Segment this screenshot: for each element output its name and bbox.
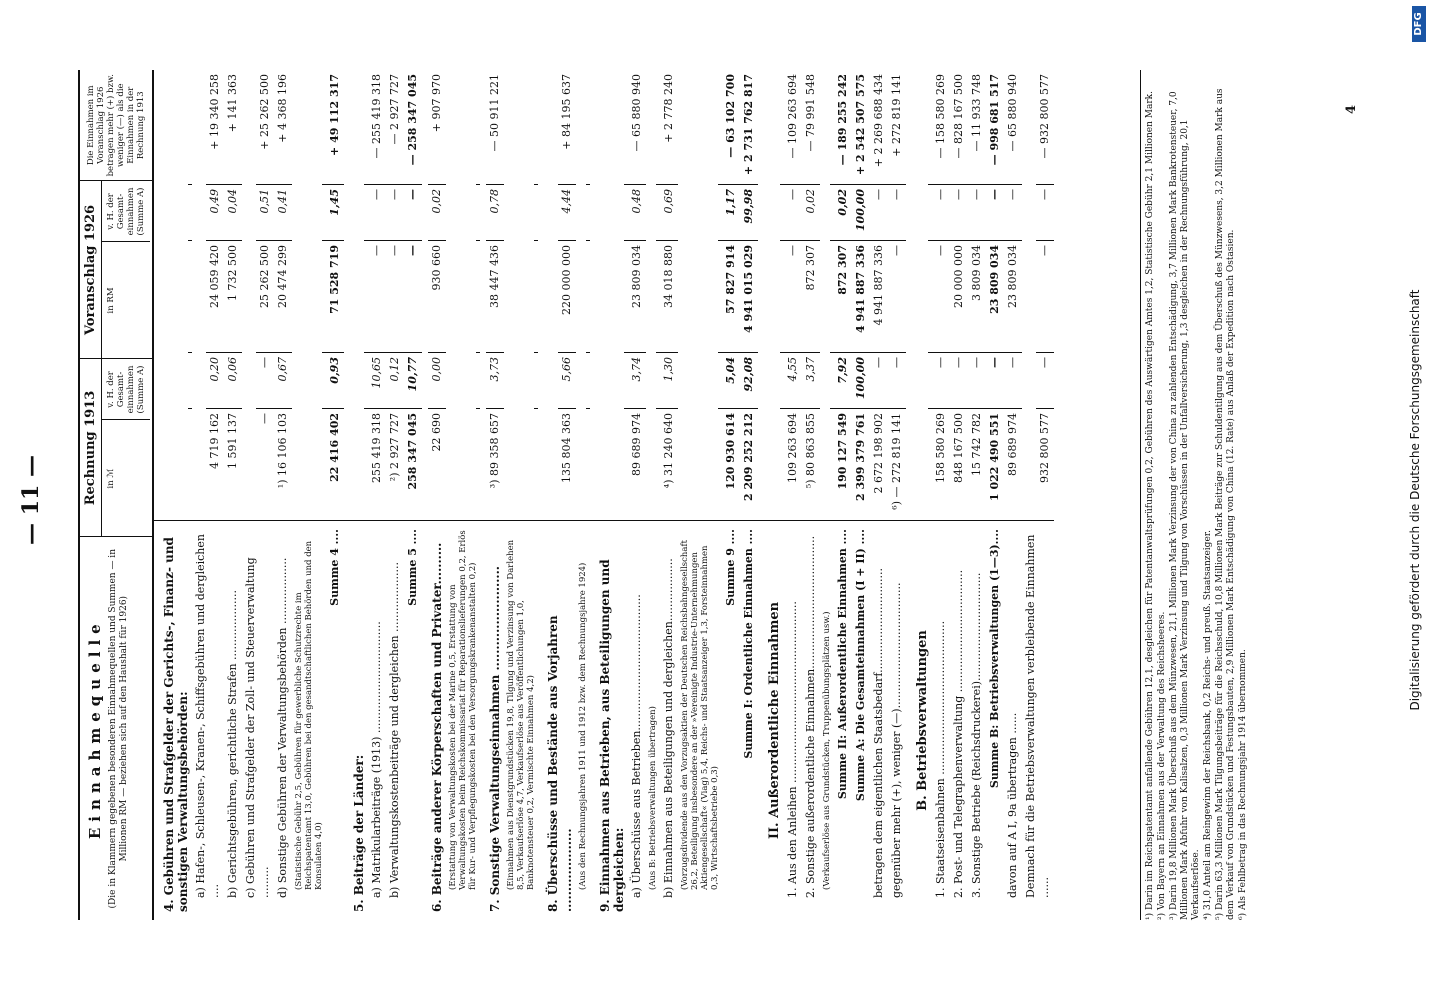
cell-row-label: gegenüber mehr (+), weniger (—)....................................	[888, 520, 906, 920]
cell-row-label: B. Betriebsverwaltungen	[906, 520, 932, 920]
cell-pct-1926: —	[368, 184, 386, 240]
cell-row-label: Summe I: Ordentliche Einnahmen ....	[740, 520, 758, 920]
cell-pct-1913: 5,04	[722, 352, 740, 408]
cell-amount-1913: 15 742 782	[968, 408, 986, 520]
cell-difference	[534, 70, 538, 184]
cell-pct-1926: —	[932, 184, 950, 240]
cell-amount-1913: 89 689 974	[628, 408, 646, 520]
cell-row-label: (Verkaufserlöse aus Grundstücken, Truppenübungsplätzen usw.)	[820, 520, 834, 920]
cell-difference: + 2 542 507 575	[854, 74, 867, 176]
header-col-pct-1926: v. H. der Gesamt-einnahmen (Summe A)	[106, 187, 146, 236]
cell-row-label: c) Gebühren und Strafgelder der Zoll- und Steuerverwaltung .........	[242, 520, 274, 920]
cell-pct-1926: 0,69	[660, 184, 678, 240]
cell-row-label: a) Matrikularbeiträge (1913) ................................	[368, 520, 386, 920]
cell-amount-1926: —	[368, 240, 386, 352]
cell-row-label: (Aus B: Betriebsverwaltungen übertragen)	[646, 520, 660, 920]
cell-amount-1926: 57 827 914	[722, 240, 740, 352]
cell-pct-1913: 0,93	[326, 352, 344, 408]
cell-row-label: davon auf A I, 9a übertragen ......	[1004, 520, 1022, 920]
cell-amount-1913: ³) 89 358 657	[486, 408, 504, 520]
cell-difference: — 63 102 700	[724, 74, 737, 158]
cell-amount-1926: 20 000 000	[950, 240, 968, 352]
corner-page-number: 4	[1344, 104, 1359, 114]
cell-amount-1913: 22 416 402	[326, 408, 344, 520]
table-row	[986, 70, 1004, 920]
cell-pct-1913: 92,08	[740, 352, 758, 408]
cell-pct-1926	[586, 184, 590, 240]
cell-amount-1926: 3 809 034	[968, 240, 986, 352]
cell-amount-1913: 932 800 577	[1036, 408, 1054, 520]
cell-row-label: 6. Beiträge anderer Körperschaften und Privater..........	[422, 520, 446, 920]
cell-amount-1926	[586, 240, 590, 352]
footnote: ⁵) Darin 63,3 Millionen Mark Tilgungsbeiträge für die Reichsschuld, 10,8 Millionen Mark Beiträge zur Schuldentilgung aus dem Überschuß des Münzwesens, 3,2 Millionen Mark aus dem Verkauf von Grundstücken und Festungsbauten, 2,9 Millionen Mark Entschädigung von China (12. Rate) aus Anlaß der Expedition nach Ostasien.	[1215, 88, 1236, 920]
cell-pct-1926: —	[1004, 184, 1022, 240]
cell-row-label: 1. Staatseisenbahnen ............................................	[932, 520, 950, 920]
cell-difference	[188, 70, 192, 184]
cell-pct-1913: 0,06	[224, 352, 242, 408]
footnote: ⁴) 31,0 Anteil am Reingewinn der Reichsbank, 0,2 Reichs- und preuß. Staatsanzeiger.	[1203, 530, 1213, 920]
page-number: — 11 —	[18, 455, 44, 545]
dfg-logo: DFG	[1412, 6, 1426, 42]
cell-pct-1926: 0,49	[206, 184, 224, 240]
cell-pct-1913: 4,55	[784, 352, 802, 408]
cell-amount-1926: 34 018 880	[660, 240, 678, 352]
cell-row-label: (Erstattung von Verwaltungskosten bei der Marine 0,5, Erstattung von Verwaltungskosten beim Reichskommissariat für Reparationslieferungen 0,2, Erlös für Kur- und Verpflegungskosten bei den Versorgungskrankenanstalten 0,2)	[446, 520, 480, 920]
cell-amount-1926: —	[386, 240, 404, 352]
cell-amount-1913: 22 690	[428, 408, 446, 520]
cell-amount-1926: 25 262 500	[256, 240, 274, 352]
table-row	[386, 70, 404, 920]
table-row	[368, 70, 386, 920]
cell-pct-1926: —	[968, 184, 986, 240]
cell-amount-1913: —	[256, 408, 274, 520]
footnotes	[1140, 70, 1250, 920]
cell-row-label: a) Hafen-, Schleusen-, Kranen-, Schiffsgebühren und dergleichen ....	[192, 520, 224, 920]
cell-pct-1926	[534, 184, 538, 240]
cell-amount-1913: 109 263 694	[784, 408, 802, 520]
cell-row-label: 8. Überschüsse und Bestände aus Vorjahren ....................	[538, 520, 576, 920]
header-group-1913	[80, 358, 152, 536]
table-row	[820, 70, 834, 920]
cell-row-label: (Statistische Gebühr 2,5, Gebühren für gewerbliche Schutzrechte im Reichspatentamt 13,0, Gebühren bei den gesandtschaftlichen Behörden und den Konsulaten 4,0)	[292, 520, 326, 920]
cell-pct-1913	[476, 352, 480, 408]
cell-amount-1913: 135 804 363	[558, 408, 576, 520]
header-group-1926	[80, 180, 152, 358]
cell-pct-1913: —	[950, 352, 968, 408]
header-col-pct-1913: v. H. der Gesamt-einnahmen (Summe A)	[106, 365, 146, 414]
cell-amount-1913: ⁴) 31 240 640	[660, 408, 678, 520]
cell-difference: + 272 819 141	[890, 74, 903, 157]
header-title: Einnahmequelle	[86, 618, 104, 840]
header-col-difference: Die Einnahmen im Voranschlag 1926 betragen mehr (+) bzw. weniger (—) als die Einnahmen in der Rechnung 1913	[86, 74, 146, 177]
table-row	[968, 70, 986, 920]
table-row	[538, 70, 576, 920]
table-row	[802, 70, 820, 920]
cell-pct-1926: —	[888, 184, 906, 240]
table-row	[292, 70, 326, 920]
cell-pct-1926: —	[986, 184, 1004, 240]
table-row	[1004, 70, 1022, 920]
cell-pct-1913: 3,74	[628, 352, 646, 408]
cell-amount-1913	[188, 408, 192, 520]
cell-difference: + 907 970	[430, 74, 443, 133]
table-row	[722, 70, 740, 920]
header-group-1913-title: Rechnung 1913	[80, 359, 102, 536]
footnote: ³) Darin 19,8 Millionen Mark Überschuß aus dem Münzwesen, 21,1 Millionen Mark Verzinsung der von China zu zahlenden Entschädigung, 3,7 Millionen Mark Bankrotensteuer, 7,0 Millionen Mark Abfuhr von Kalisalzen, 0,3 Millionen Mark Verzinsung und Tilgung von Vorschüssen in der Unfallversicherung, 1,3 desgleichen in der Rechnungsführung, 20,1 Verkaufserlöse.	[1169, 91, 1201, 920]
cell-amount-1926: 872 307	[802, 240, 820, 352]
cell-pct-1926: —	[386, 184, 404, 240]
cell-row-label: 2. Post- und Telegraphenverwaltung ...................................	[950, 520, 968, 920]
cell-row-label: b) Gerichtsgebühren, gerichtliche Strafen ....................	[224, 520, 242, 920]
cell-pct-1926: 1,17	[722, 184, 740, 240]
cell-pct-1913	[534, 352, 538, 408]
cell-pct-1913: —	[932, 352, 950, 408]
cell-difference: — 828 167 500	[952, 74, 965, 159]
table-row	[154, 70, 192, 920]
cell-pct-1913: 5,66	[558, 352, 576, 408]
table-row	[660, 70, 678, 920]
table-row	[1022, 70, 1054, 920]
cell-pct-1926: 4,44	[558, 184, 576, 240]
cell-amount-1913: 190 127 549	[834, 408, 852, 520]
cell-row-label: Summe 4 ....	[326, 520, 344, 920]
table-row	[590, 70, 628, 920]
cell-pct-1913: 0,00	[428, 352, 446, 408]
cell-difference: — 65 880 940	[630, 74, 643, 152]
cell-row-label: Summe B: Betriebsverwaltungen (1—3)....	[986, 520, 1004, 920]
cell-difference: + 19 340 258	[208, 74, 221, 150]
cell-row-label: betragen dem eigentlichen Staatsbedarf..............................	[870, 520, 888, 920]
table-row	[834, 70, 852, 920]
cell-pct-1926	[188, 184, 192, 240]
cell-row-label: Demnach für die Betriebsverwaltungen verbleibende Einnahmen ......	[1022, 520, 1054, 920]
cell-amount-1926: 23 809 034	[1004, 240, 1022, 352]
table-row	[504, 70, 538, 920]
table-row	[446, 70, 480, 920]
cell-row-label: 1. Aus den Anleihen ....................................................	[784, 520, 802, 920]
cell-amount-1926: 71 528 719	[326, 240, 344, 352]
cell-pct-1926: —	[1036, 184, 1054, 240]
header-group-1926-title: Voranschlag 1926	[80, 181, 102, 358]
cell-amount-1926	[188, 240, 192, 352]
cell-amount-1926: 23 809 034	[986, 240, 1004, 352]
cell-difference: + 2 778 240	[662, 74, 675, 143]
cell-amount-1913	[586, 408, 590, 520]
cell-difference: + 84 195 637	[560, 74, 573, 150]
cell-difference	[476, 70, 480, 184]
cell-amount-1913: ²) 2 927 727	[386, 408, 404, 520]
cell-pct-1926: 0,48	[628, 184, 646, 240]
cell-difference: — 932 800 577	[1038, 74, 1051, 159]
cell-pct-1913: —	[888, 352, 906, 408]
cell-row-label: 4. Gebühren und Strafgelder der Gerichts-, Finanz- und sonstigen Verwaltungsbehörden:	[154, 520, 192, 920]
table-row	[932, 70, 950, 920]
cell-amount-1913	[476, 408, 480, 520]
cell-difference: — 11 933 748	[970, 74, 983, 152]
cell-pct-1926: —	[870, 184, 888, 240]
cell-amount-1926: 930 660	[428, 240, 446, 352]
cell-amount-1913: 2 209 252 212	[740, 408, 758, 520]
cell-amount-1926: —	[1036, 240, 1054, 352]
cell-pct-1913: 3,73	[486, 352, 504, 408]
cell-pct-1926: 1,45	[326, 184, 344, 240]
table-row	[906, 70, 932, 920]
cell-amount-1913: 2 399 379 761	[852, 408, 870, 520]
cell-amount-1913: 4 719 162	[206, 408, 224, 520]
cell-amount-1926: —	[784, 240, 802, 352]
cell-amount-1913: 848 167 500	[950, 408, 968, 520]
cell-amount-1913: 89 689 974	[1004, 408, 1022, 520]
cell-amount-1913: 258 347 045	[404, 408, 422, 520]
table-row	[852, 70, 870, 920]
table-row	[404, 70, 422, 920]
table-row	[888, 70, 906, 920]
cell-pct-1926: 99,98	[740, 184, 758, 240]
cell-amount-1913: 1 022 490 551	[986, 408, 1004, 520]
cell-row-label: 3. Sonstige Betriebe (Reichsdruckerei)...............................	[968, 520, 986, 920]
cell-amount-1926: —	[932, 240, 950, 352]
cell-amount-1926: 24 059 420	[206, 240, 224, 352]
cell-amount-1913: ⁶) — 272 819 141	[888, 408, 906, 520]
table-row	[628, 70, 646, 920]
cell-amount-1913: 1 591 137	[224, 408, 242, 520]
cell-amount-1926: 4 941 887 336	[852, 240, 870, 352]
cell-difference: — 189 255 242	[836, 74, 849, 166]
table-row	[678, 70, 722, 920]
cell-pct-1926	[476, 184, 480, 240]
header-source-column	[80, 536, 152, 920]
cell-pct-1926: 0,02	[428, 184, 446, 240]
table-row	[758, 70, 784, 920]
cell-pct-1913: —	[1036, 352, 1054, 408]
cell-amount-1926: 1 732 500	[224, 240, 242, 352]
header-col-amount-1926: in RM	[102, 241, 150, 358]
cell-amount-1926: —	[888, 240, 906, 352]
cell-pct-1913: —	[256, 352, 274, 408]
cell-row-label: (Vorzugsdividende aus den Vorzugsaktien der Deutschen Reichsbahngesellschaft 26,2, Beteiligung insbesondere an der »Vereinigte Industrie-Unternehmungen Aktiengesellschaft« (Viag) 5,4, Reichs- und Staatsanzeiger 1,3, Forsteinnahmen 0,3, Wirtschaftsbetriebe 0,3)	[678, 520, 722, 920]
cell-row-label: (Einnahmen aus Dienstgrundstücken 19,8, Tilgung und Verzinsung von Darlehen 8,5, Verkaufserlöse 4,7, Verkaufserlöse aus Veröffentlichungen 1,0, Banknotensteuer 0,2, Vermischte Einnahmen 4,2)	[504, 520, 538, 920]
cell-pct-1913	[586, 352, 590, 408]
table-row	[646, 70, 660, 920]
cell-row-label: 5. Beiträge der Länder:	[344, 520, 368, 920]
cell-pct-1926: 0,02	[802, 184, 820, 240]
cell-pct-1913	[188, 352, 192, 408]
cell-pct-1913: 0,12	[386, 352, 404, 408]
cell-amount-1913: 2 672 198 902	[870, 408, 888, 520]
cell-pct-1913: 1,30	[660, 352, 678, 408]
cell-amount-1926: 4 941 887 336	[870, 240, 888, 352]
cell-row-label: b) Verwaltungskostenbeiträge und dergleichen ....................	[386, 520, 404, 920]
footnote: ⁶) Als Fehlbetrag in das Rechnungsjahr 1914 übernommen.	[1238, 649, 1248, 920]
cell-pct-1913: 10,77	[404, 352, 422, 408]
cell-amount-1926	[534, 240, 538, 352]
table-row	[740, 70, 758, 920]
cell-difference: — 2 927 727	[388, 74, 401, 145]
cell-amount-1926: 4 941 015 029	[740, 240, 758, 352]
cell-amount-1926: 38 447 436	[486, 240, 504, 352]
cell-pct-1926: —	[784, 184, 802, 240]
cell-amount-1926: 220 000 000	[558, 240, 576, 352]
table-row	[422, 70, 446, 920]
cell-pct-1926: 0,02	[834, 184, 852, 240]
cell-row-label: Summe II: Außerordentliche Einnahmen ....	[834, 520, 852, 920]
cell-row-label: 9. Einnahmen aus Betrieben, aus Beteiligungen und dergleichen:	[590, 520, 628, 920]
cell-pct-1926: —	[950, 184, 968, 240]
cell-row-label: 7. Sonstige Verwaltungseinnahmen .........................	[480, 520, 504, 920]
header-col-amount-1913: in ℳ	[102, 419, 150, 536]
cell-pct-1913: —	[986, 352, 1004, 408]
cell-difference: — 258 347 045	[406, 74, 419, 166]
cell-row-label: 2. Sonstige außerordentliche Einnahmen......................................	[802, 520, 820, 920]
cell-amount-1926	[476, 240, 480, 352]
cell-pct-1913: 100,00	[852, 352, 870, 408]
cell-amount-1913: ⁵) 80 863 855	[802, 408, 820, 520]
cell-pct-1913: 3,37	[802, 352, 820, 408]
cell-amount-1913: 255 419 318	[368, 408, 386, 520]
cell-row-label: Summe 9 ....	[722, 520, 740, 920]
cell-pct-1926: 100,00	[852, 184, 870, 240]
table-row	[480, 70, 504, 920]
cell-difference: + 2 731 762 817	[742, 74, 755, 176]
cell-difference: — 65 880 940	[1006, 74, 1019, 152]
cell-pct-1926: 0,04	[224, 184, 242, 240]
table-row	[326, 70, 344, 920]
table-header	[78, 70, 154, 920]
table-row	[344, 70, 368, 920]
table-row	[224, 70, 242, 920]
cell-pct-1913: 0,20	[206, 352, 224, 408]
table-row	[870, 70, 888, 920]
table-body	[154, 70, 1054, 920]
table-row	[192, 70, 224, 920]
cell-amount-1913: 120 930 614	[722, 408, 740, 520]
cell-row-label: (Aus den Rechnungsjahren 1911 und 1912 bzw. dem Rechnungsjahre 1924)	[576, 520, 590, 920]
cell-difference: + 25 262 500	[258, 74, 271, 150]
cell-pct-1913: 7,92	[834, 352, 852, 408]
cell-row-label: II. Außerordentliche Einnahmen	[758, 520, 784, 920]
cell-pct-1913: —	[968, 352, 986, 408]
cell-amount-1926: 872 307	[834, 240, 852, 352]
cell-pct-1913: 0,67	[274, 352, 292, 408]
cell-amount-1913: 158 580 269	[932, 408, 950, 520]
cell-amount-1913	[534, 408, 538, 520]
cell-row-label: a) Überschüsse aus Betrieben.......................................	[628, 520, 646, 920]
cell-difference	[586, 70, 590, 184]
table-row	[784, 70, 802, 920]
cell-row-label: d) Sonstige Gebühren der Verwaltungsbehörden ...................	[274, 520, 292, 920]
cell-amount-1913: ¹) 16 106 103	[274, 408, 292, 520]
header-subtitle: (Die in Klammern gegebenen besonderen Einnahmequellen und Summen — in Millionen RM — beziehen sich auf den Haushalt für 1926)	[108, 549, 129, 909]
dfg-credit-text: Digitalisierung gefördert durch die Deutsche Forschungsgemeinschaft	[1408, 289, 1422, 711]
cell-difference: — 998 681 517	[988, 74, 1001, 166]
cell-amount-1926: 20 474 299	[274, 240, 292, 352]
cell-difference: + 141 363	[226, 74, 239, 133]
cell-pct-1926: —	[404, 184, 422, 240]
cell-difference: — 158 580 269	[934, 74, 947, 159]
revenue-table	[78, 70, 1138, 920]
cell-row-label: b) Einnahmen aus Beteiligungen und dergleichen..................	[660, 520, 678, 920]
cell-difference: — 109 263 694	[786, 74, 799, 159]
table-row	[242, 70, 274, 920]
table-row	[576, 70, 590, 920]
cell-difference: + 49 112 317	[328, 74, 341, 156]
footnote: ¹) Darin im Reichspatentamt anfallende Gebühren 12,1, desgleichen für Patentanwaltsprüfungen 0,2, Gebühren des Auswärtigen Amtes 1,2, Statistische Gebühr 2,1 Millionen Mark.	[1145, 91, 1155, 920]
cell-pct-1913: —	[1004, 352, 1022, 408]
cell-amount-1926: —	[404, 240, 422, 352]
cell-pct-1913: —	[870, 352, 888, 408]
cell-row-label: Summe 5 ....	[404, 520, 422, 920]
cell-pct-1926: 0,51	[256, 184, 274, 240]
cell-difference: + 2 269 688 434	[872, 74, 885, 168]
table-row	[950, 70, 968, 920]
cell-difference: — 50 911 221	[488, 74, 501, 152]
cell-difference: + 4 368 196	[276, 74, 289, 143]
table-row	[274, 70, 292, 920]
footnote: ²) Von Bayern an Einnahmen aus der Verwaltung des Reichsheeres.	[1157, 611, 1167, 920]
cell-difference: — 255 419 318	[370, 74, 383, 159]
cell-pct-1913: 10,65	[368, 352, 386, 408]
cell-amount-1926: 23 809 034	[628, 240, 646, 352]
cell-pct-1926: 0,41	[274, 184, 292, 240]
cell-row-label: Summe A: Die Gesamteinnahmen (I + II) ....	[852, 520, 870, 920]
cell-difference: — 79 991 548	[804, 74, 817, 152]
cell-pct-1926: 0,78	[486, 184, 504, 240]
